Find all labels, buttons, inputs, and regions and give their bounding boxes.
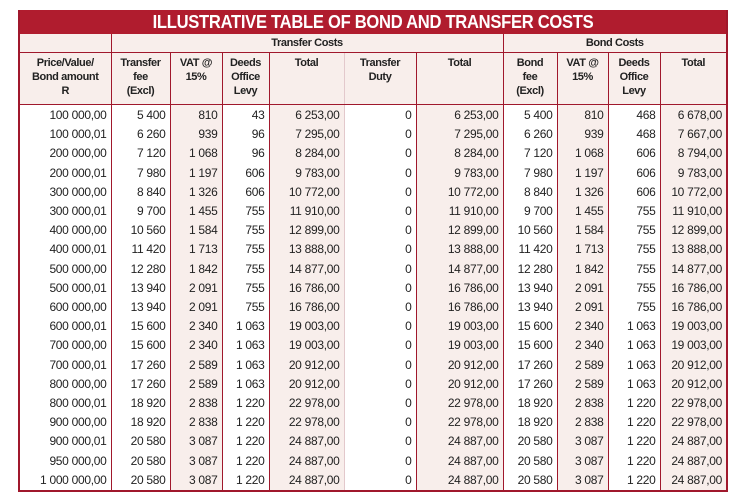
cell-bond-total: 7 667,00 xyxy=(660,125,726,144)
cell-bond-total: 19 003,00 xyxy=(660,336,726,355)
cell-transfer-deeds-office-levy: 43 xyxy=(222,105,269,126)
cell-bond-total: 22 978,00 xyxy=(660,394,726,413)
cell-transfer-subtotal: 6 253,00 xyxy=(269,105,344,126)
table-row xyxy=(20,375,726,394)
table-row xyxy=(20,394,726,413)
cell-price-value-bond-amount: 200 000,00 xyxy=(49,146,107,161)
table-row xyxy=(20,105,726,126)
cell-bond-vat: 2 340 xyxy=(557,317,608,336)
cell-transfer-duty: 0 xyxy=(344,144,416,163)
cell-bond-total: 16 786,00 xyxy=(660,298,726,317)
cell-bond-vat: 1 197 xyxy=(557,164,608,183)
cell-bond-total: 16 786,00 xyxy=(660,279,726,298)
cell-bond-fee: 20 580 xyxy=(503,432,557,451)
cell-price-value-bond-amount: 600 000,00 xyxy=(49,300,107,315)
table-row xyxy=(20,221,726,240)
cell-transfer-vat: 939 xyxy=(170,125,222,144)
cell-transfer-subtotal: 7 295,00 xyxy=(269,125,344,144)
cell-bond-vat: 810 xyxy=(557,105,608,126)
table-title: ILLUSTRATIVE TABLE OF BOND AND TRANSFER COSTS xyxy=(48,10,698,34)
cell-transfer-deeds-office-levy: 606 xyxy=(222,164,269,183)
cell-transfer-subtotal: 16 786,00 xyxy=(269,279,344,298)
column-header-line: R xyxy=(61,85,70,97)
cell-bond-fee: 20 580 xyxy=(503,452,557,471)
cell-transfer-fee: 20 580 xyxy=(111,471,170,490)
cell-transfer-subtotal: 24 887,00 xyxy=(269,471,344,490)
cell-transfer-duty: 0 xyxy=(344,394,416,413)
cell-transfer-duty: 0 xyxy=(344,183,416,202)
column-header-price-value-bond-amount xyxy=(20,53,111,105)
cell-transfer-duty: 0 xyxy=(344,413,416,432)
cell-bond-deeds-office-levy: 1 063 xyxy=(608,356,660,375)
cell-transfer-subtotal: 24 887,00 xyxy=(269,452,344,471)
cell-transfer-fee: 15 600 xyxy=(111,336,170,355)
cell-transfer-subtotal: 19 003,00 xyxy=(269,336,344,355)
column-header-line: Transfer xyxy=(359,57,401,69)
cell-bond-deeds-office-levy: 755 xyxy=(608,279,660,298)
cell-transfer-deeds-office-levy: 1 220 xyxy=(222,432,269,451)
cell-bond-vat: 3 087 xyxy=(557,471,608,490)
column-header-bond-fee xyxy=(503,53,557,105)
cell-transfer-subtotal: 24 887,00 xyxy=(269,432,344,451)
column-header-transfer-vat xyxy=(170,53,222,105)
cell-transfer-total: 24 887,00 xyxy=(416,471,503,490)
cell-bond-deeds-office-levy: 468 xyxy=(608,125,660,144)
cell-transfer-fee: 5 400 xyxy=(111,105,170,126)
cell-transfer-vat: 810 xyxy=(170,105,222,126)
column-header-line: Total xyxy=(447,57,472,69)
table-row xyxy=(20,471,726,490)
column-header-line: fee xyxy=(133,71,148,83)
table-row xyxy=(20,452,726,471)
cell-price-value-bond-amount: 400 000,00 xyxy=(49,223,107,238)
table-row xyxy=(20,317,726,336)
column-header-line: Levy xyxy=(622,85,646,97)
cell-bond-deeds-office-levy: 755 xyxy=(608,221,660,240)
cell-bond-fee: 10 560 xyxy=(503,221,557,240)
cell-transfer-deeds-office-levy: 755 xyxy=(222,240,269,259)
bond-transfer-costs-table xyxy=(18,10,728,492)
cell-transfer-vat: 1 713 xyxy=(170,240,222,259)
cell-transfer-fee: 10 560 xyxy=(111,221,170,240)
cell-transfer-duty: 0 xyxy=(344,279,416,298)
column-header-line: Duty xyxy=(368,71,392,83)
column-header-line: VAT @ xyxy=(179,57,213,69)
cell-transfer-deeds-office-levy: 1 220 xyxy=(222,413,269,432)
cell-bond-vat: 2 091 xyxy=(557,279,608,298)
cell-transfer-total: 12 899,00 xyxy=(416,221,503,240)
cell-price-value-bond-amount: 900 000,01 xyxy=(49,434,107,449)
cell-transfer-vat: 1 842 xyxy=(170,260,222,279)
table-row xyxy=(20,202,726,221)
cell-transfer-fee: 12 280 xyxy=(111,260,170,279)
cell-transfer-deeds-office-levy: 755 xyxy=(222,221,269,240)
cell-bond-deeds-office-levy: 1 220 xyxy=(608,432,660,451)
cell-price-value-bond-amount: 200 000,01 xyxy=(49,165,107,180)
column-header-bond-vat xyxy=(557,53,608,105)
cell-bond-deeds-office-levy: 1 063 xyxy=(608,317,660,336)
cell-bond-vat: 1 842 xyxy=(557,260,608,279)
column-header-transfer-total xyxy=(416,53,503,105)
cell-bond-fee: 7 120 xyxy=(503,144,557,163)
cell-transfer-fee: 7 980 xyxy=(111,164,170,183)
cell-price-value-bond-amount: 900 000,00 xyxy=(49,415,107,430)
cell-bond-fee: 20 580 xyxy=(503,471,557,490)
cell-transfer-total: 7 295,00 xyxy=(416,125,503,144)
cell-transfer-subtotal: 20 912,00 xyxy=(269,356,344,375)
cell-transfer-total: 11 910,00 xyxy=(416,202,503,221)
cell-bond-fee: 18 920 xyxy=(503,413,557,432)
cell-transfer-subtotal: 10 772,00 xyxy=(269,183,344,202)
cell-bond-total: 14 877,00 xyxy=(660,260,726,279)
cell-bond-vat: 1 326 xyxy=(557,183,608,202)
cell-transfer-duty: 0 xyxy=(344,202,416,221)
cell-bond-vat: 2 589 xyxy=(557,356,608,375)
cell-transfer-deeds-office-levy: 1 063 xyxy=(222,336,269,355)
cell-bond-deeds-office-levy: 1 220 xyxy=(608,452,660,471)
cell-bond-vat: 2 340 xyxy=(557,336,608,355)
cell-transfer-total: 22 978,00 xyxy=(416,394,503,413)
group-header-row xyxy=(20,34,726,53)
cell-bond-deeds-office-levy: 755 xyxy=(608,260,660,279)
column-header-bond-total xyxy=(660,53,726,105)
cell-price-value-bond-amount: 100 000,01 xyxy=(49,127,107,142)
cell-transfer-fee: 20 580 xyxy=(111,452,170,471)
column-header-line: Levy xyxy=(233,85,258,97)
cell-bond-deeds-office-levy: 755 xyxy=(608,298,660,317)
cell-bond-fee: 15 600 xyxy=(503,336,557,355)
cell-price-value-bond-amount: 800 000,01 xyxy=(49,396,107,411)
cell-transfer-deeds-office-levy: 1 220 xyxy=(222,394,269,413)
column-header-line: Office xyxy=(231,71,260,83)
cell-transfer-total: 19 003,00 xyxy=(416,317,503,336)
cell-transfer-deeds-office-levy: 1 220 xyxy=(222,452,269,471)
cell-price-value-bond-amount: 300 000,01 xyxy=(49,204,107,219)
column-header-line: 15% xyxy=(572,71,593,83)
column-header-line: fee xyxy=(522,71,538,83)
cell-transfer-fee: 7 120 xyxy=(111,144,170,163)
cell-price-value-bond-amount: 500 000,01 xyxy=(49,280,107,295)
cell-transfer-fee: 18 920 xyxy=(111,413,170,432)
cell-bond-vat: 2 091 xyxy=(557,298,608,317)
cell-bond-total: 22 978,00 xyxy=(660,413,726,432)
cell-bond-total: 12 899,00 xyxy=(660,221,726,240)
cell-transfer-vat: 3 087 xyxy=(170,471,222,490)
cell-bond-vat: 1 713 xyxy=(557,240,608,259)
cell-price-value-bond-amount: 950 000,00 xyxy=(49,453,107,468)
cell-transfer-total: 24 887,00 xyxy=(416,432,503,451)
column-header-line: Bond xyxy=(516,57,544,69)
cell-bond-total: 24 887,00 xyxy=(660,432,726,451)
cell-transfer-vat: 2 589 xyxy=(170,356,222,375)
cell-bond-deeds-office-levy: 606 xyxy=(608,144,660,163)
cell-bond-fee: 11 420 xyxy=(503,240,557,259)
cell-transfer-subtotal: 9 783,00 xyxy=(269,164,344,183)
cell-price-value-bond-amount: 700 000,01 xyxy=(49,357,107,372)
cell-transfer-vat: 2 838 xyxy=(170,394,222,413)
cell-bond-deeds-office-levy: 606 xyxy=(608,164,660,183)
cell-transfer-duty: 0 xyxy=(344,317,416,336)
cell-transfer-vat: 1 068 xyxy=(170,144,222,163)
cell-transfer-deeds-office-levy: 96 xyxy=(222,144,269,163)
cell-bond-fee: 12 280 xyxy=(503,260,557,279)
cell-bond-fee: 9 700 xyxy=(503,202,557,221)
column-header-transfer-deeds-office-levy xyxy=(222,53,269,105)
cell-transfer-fee: 17 260 xyxy=(111,356,170,375)
cell-transfer-fee: 13 940 xyxy=(111,298,170,317)
cell-transfer-total: 20 912,00 xyxy=(416,375,503,394)
cell-transfer-duty: 0 xyxy=(344,105,416,126)
column-header-line: Total xyxy=(294,57,319,69)
cell-bond-vat: 1 068 xyxy=(557,144,608,163)
cell-bond-deeds-office-levy: 1 063 xyxy=(608,336,660,355)
column-header-line: Bond amount xyxy=(32,71,99,83)
cell-transfer-deeds-office-levy: 1 063 xyxy=(222,356,269,375)
cell-transfer-duty: 0 xyxy=(344,375,416,394)
cell-bond-deeds-office-levy: 1 220 xyxy=(608,471,660,490)
cell-bond-fee: 13 940 xyxy=(503,298,557,317)
cell-transfer-vat: 2 340 xyxy=(170,336,222,355)
costs-table xyxy=(20,34,726,490)
cell-bond-fee: 5 400 xyxy=(503,105,557,126)
cell-transfer-vat: 2 091 xyxy=(170,279,222,298)
table-row xyxy=(20,298,726,317)
cell-transfer-fee: 15 600 xyxy=(111,317,170,336)
column-header-bond-deeds-office-levy xyxy=(608,53,660,105)
cell-transfer-duty: 0 xyxy=(344,260,416,279)
cell-bond-deeds-office-levy: 755 xyxy=(608,202,660,221)
cell-bond-total: 20 912,00 xyxy=(660,375,726,394)
cell-price-value-bond-amount: 400 000,01 xyxy=(49,242,107,257)
cell-transfer-fee: 11 420 xyxy=(111,240,170,259)
cell-transfer-duty: 0 xyxy=(344,356,416,375)
column-header-transfer-duty xyxy=(344,53,416,105)
cell-transfer-subtotal: 13 888,00 xyxy=(269,240,344,259)
cell-bond-vat: 2 838 xyxy=(557,413,608,432)
cell-transfer-subtotal: 22 978,00 xyxy=(269,394,344,413)
cell-transfer-fee: 13 940 xyxy=(111,279,170,298)
table-row xyxy=(20,432,726,451)
column-header-line: VAT @ xyxy=(566,57,599,69)
cell-bond-deeds-office-levy: 1 063 xyxy=(608,375,660,394)
cell-transfer-duty: 0 xyxy=(344,164,416,183)
cell-transfer-fee: 6 260 xyxy=(111,125,170,144)
cell-bond-fee: 17 260 xyxy=(503,375,557,394)
cell-bond-deeds-office-levy: 468 xyxy=(608,105,660,126)
cell-transfer-deeds-office-levy: 755 xyxy=(222,298,269,317)
cell-transfer-fee: 18 920 xyxy=(111,394,170,413)
cell-transfer-vat: 3 087 xyxy=(170,452,222,471)
cell-transfer-total: 24 887,00 xyxy=(416,452,503,471)
column-header-line: 15% xyxy=(185,71,207,83)
cell-bond-deeds-office-levy: 606 xyxy=(608,183,660,202)
cell-transfer-fee: 9 700 xyxy=(111,202,170,221)
cell-transfer-deeds-office-levy: 96 xyxy=(222,125,269,144)
cell-transfer-fee: 17 260 xyxy=(111,375,170,394)
cell-transfer-subtotal: 16 786,00 xyxy=(269,298,344,317)
cell-bond-vat: 2 838 xyxy=(557,394,608,413)
cell-bond-fee: 13 940 xyxy=(503,279,557,298)
table-row xyxy=(20,125,726,144)
cell-transfer-total: 22 978,00 xyxy=(416,413,503,432)
cell-transfer-vat: 2 838 xyxy=(170,413,222,432)
cell-transfer-deeds-office-levy: 1 220 xyxy=(222,471,269,490)
cell-transfer-fee: 8 840 xyxy=(111,183,170,202)
cell-transfer-duty: 0 xyxy=(344,125,416,144)
cell-transfer-vat: 1 197 xyxy=(170,164,222,183)
cell-bond-deeds-office-levy: 1 220 xyxy=(608,413,660,432)
cell-bond-total: 13 888,00 xyxy=(660,240,726,259)
cell-transfer-fee: 20 580 xyxy=(111,432,170,451)
cell-bond-fee: 8 840 xyxy=(503,183,557,202)
cell-bond-vat: 3 087 xyxy=(557,432,608,451)
cell-price-value-bond-amount: 600 000,01 xyxy=(49,319,107,334)
cell-bond-total: 11 910,00 xyxy=(660,202,726,221)
column-header-line: Price/Value/ xyxy=(36,57,94,69)
cell-transfer-deeds-office-levy: 755 xyxy=(222,279,269,298)
cell-transfer-vat: 1 584 xyxy=(170,221,222,240)
cell-transfer-total: 20 912,00 xyxy=(416,356,503,375)
cell-transfer-duty: 0 xyxy=(344,471,416,490)
cell-price-value-bond-amount: 700 000,00 xyxy=(49,338,107,353)
column-header-transfer-subtotal xyxy=(269,53,344,105)
table-row xyxy=(20,356,726,375)
table-row xyxy=(20,183,726,202)
cell-transfer-subtotal: 11 910,00 xyxy=(269,202,344,221)
cell-transfer-vat: 2 340 xyxy=(170,317,222,336)
cell-bond-total: 10 772,00 xyxy=(660,183,726,202)
group-header-blank xyxy=(20,34,111,53)
cell-transfer-total: 10 772,00 xyxy=(416,183,503,202)
cell-transfer-total: 14 877,00 xyxy=(416,260,503,279)
cell-transfer-total: 13 888,00 xyxy=(416,240,503,259)
cell-price-value-bond-amount: 1 000 000,00 xyxy=(40,472,107,487)
column-header-transfer-fee xyxy=(111,53,170,105)
cell-transfer-total: 19 003,00 xyxy=(416,336,503,355)
cell-bond-total: 24 887,00 xyxy=(660,471,726,490)
cell-transfer-duty: 0 xyxy=(344,298,416,317)
cell-transfer-total: 16 786,00 xyxy=(416,279,503,298)
cell-transfer-subtotal: 14 877,00 xyxy=(269,260,344,279)
cell-bond-fee: 7 980 xyxy=(503,164,557,183)
cell-bond-vat: 939 xyxy=(557,125,608,144)
cell-transfer-vat: 2 589 xyxy=(170,375,222,394)
cell-bond-fee: 6 260 xyxy=(503,125,557,144)
cell-price-value-bond-amount: 800 000,00 xyxy=(49,376,107,391)
cell-bond-fee: 15 600 xyxy=(503,317,557,336)
column-header-line: Deeds xyxy=(229,57,262,69)
table-body xyxy=(20,105,726,491)
column-header-line: Total xyxy=(681,57,705,69)
cell-transfer-vat: 3 087 xyxy=(170,432,222,451)
cell-transfer-vat: 1 326 xyxy=(170,183,222,202)
cell-transfer-subtotal: 8 284,00 xyxy=(269,144,344,163)
cell-bond-total: 9 783,00 xyxy=(660,164,726,183)
table-row xyxy=(20,413,726,432)
cell-bond-total: 6 678,00 xyxy=(660,105,726,126)
table-row xyxy=(20,240,726,259)
cell-transfer-duty: 0 xyxy=(344,221,416,240)
cell-transfer-vat: 1 455 xyxy=(170,202,222,221)
cell-price-value-bond-amount: 500 000,00 xyxy=(49,261,107,276)
cell-bond-fee: 18 920 xyxy=(503,394,557,413)
cell-bond-vat: 1 455 xyxy=(557,202,608,221)
cell-transfer-deeds-office-levy: 1 063 xyxy=(222,375,269,394)
cell-bond-total: 8 794,00 xyxy=(660,144,726,163)
cell-bond-total: 19 003,00 xyxy=(660,317,726,336)
cell-transfer-total: 8 284,00 xyxy=(416,144,503,163)
cell-transfer-duty: 0 xyxy=(344,336,416,355)
table-row xyxy=(20,144,726,163)
table-row xyxy=(20,164,726,183)
cell-transfer-subtotal: 20 912,00 xyxy=(269,375,344,394)
column-header-row xyxy=(20,53,726,105)
cell-bond-deeds-office-levy: 755 xyxy=(608,240,660,259)
cell-bond-fee: 17 260 xyxy=(503,356,557,375)
cell-transfer-total: 6 253,00 xyxy=(416,105,503,126)
table-row xyxy=(20,279,726,298)
cell-transfer-vat: 2 091 xyxy=(170,298,222,317)
cell-bond-vat: 2 589 xyxy=(557,375,608,394)
cell-bond-total: 24 887,00 xyxy=(660,452,726,471)
cell-transfer-duty: 0 xyxy=(344,452,416,471)
cell-transfer-deeds-office-levy: 606 xyxy=(222,183,269,202)
cell-transfer-deeds-office-levy: 755 xyxy=(222,202,269,221)
group-header-bond-costs: Bond Costs xyxy=(503,34,726,53)
table-row xyxy=(20,336,726,355)
cell-bond-vat: 3 087 xyxy=(557,452,608,471)
group-header-transfer-costs: Transfer Costs xyxy=(111,34,503,53)
column-header-line: Transfer xyxy=(120,57,161,69)
table-row xyxy=(20,260,726,279)
cell-bond-total: 20 912,00 xyxy=(660,356,726,375)
cell-price-value-bond-amount: 100 000,00 xyxy=(49,108,107,122)
cell-transfer-subtotal: 19 003,00 xyxy=(269,317,344,336)
column-header-line: (Excl) xyxy=(516,85,544,97)
cell-transfer-deeds-office-levy: 755 xyxy=(222,260,269,279)
cell-bond-deeds-office-levy: 1 220 xyxy=(608,394,660,413)
cell-transfer-subtotal: 22 978,00 xyxy=(269,413,344,432)
cell-transfer-duty: 0 xyxy=(344,432,416,451)
column-header-line: (Excl) xyxy=(126,85,155,97)
column-header-line: Office xyxy=(619,71,649,83)
cell-bond-vat: 1 584 xyxy=(557,221,608,240)
cell-transfer-duty: 0 xyxy=(344,240,416,259)
cell-transfer-total: 16 786,00 xyxy=(416,298,503,317)
cell-price-value-bond-amount: 300 000,00 xyxy=(49,184,107,199)
column-header-line: Deeds xyxy=(618,57,650,69)
title-bar xyxy=(20,10,726,34)
cell-transfer-deeds-office-levy: 1 063 xyxy=(222,317,269,336)
cell-transfer-subtotal: 12 899,00 xyxy=(269,221,344,240)
cell-transfer-total: 9 783,00 xyxy=(416,164,503,183)
